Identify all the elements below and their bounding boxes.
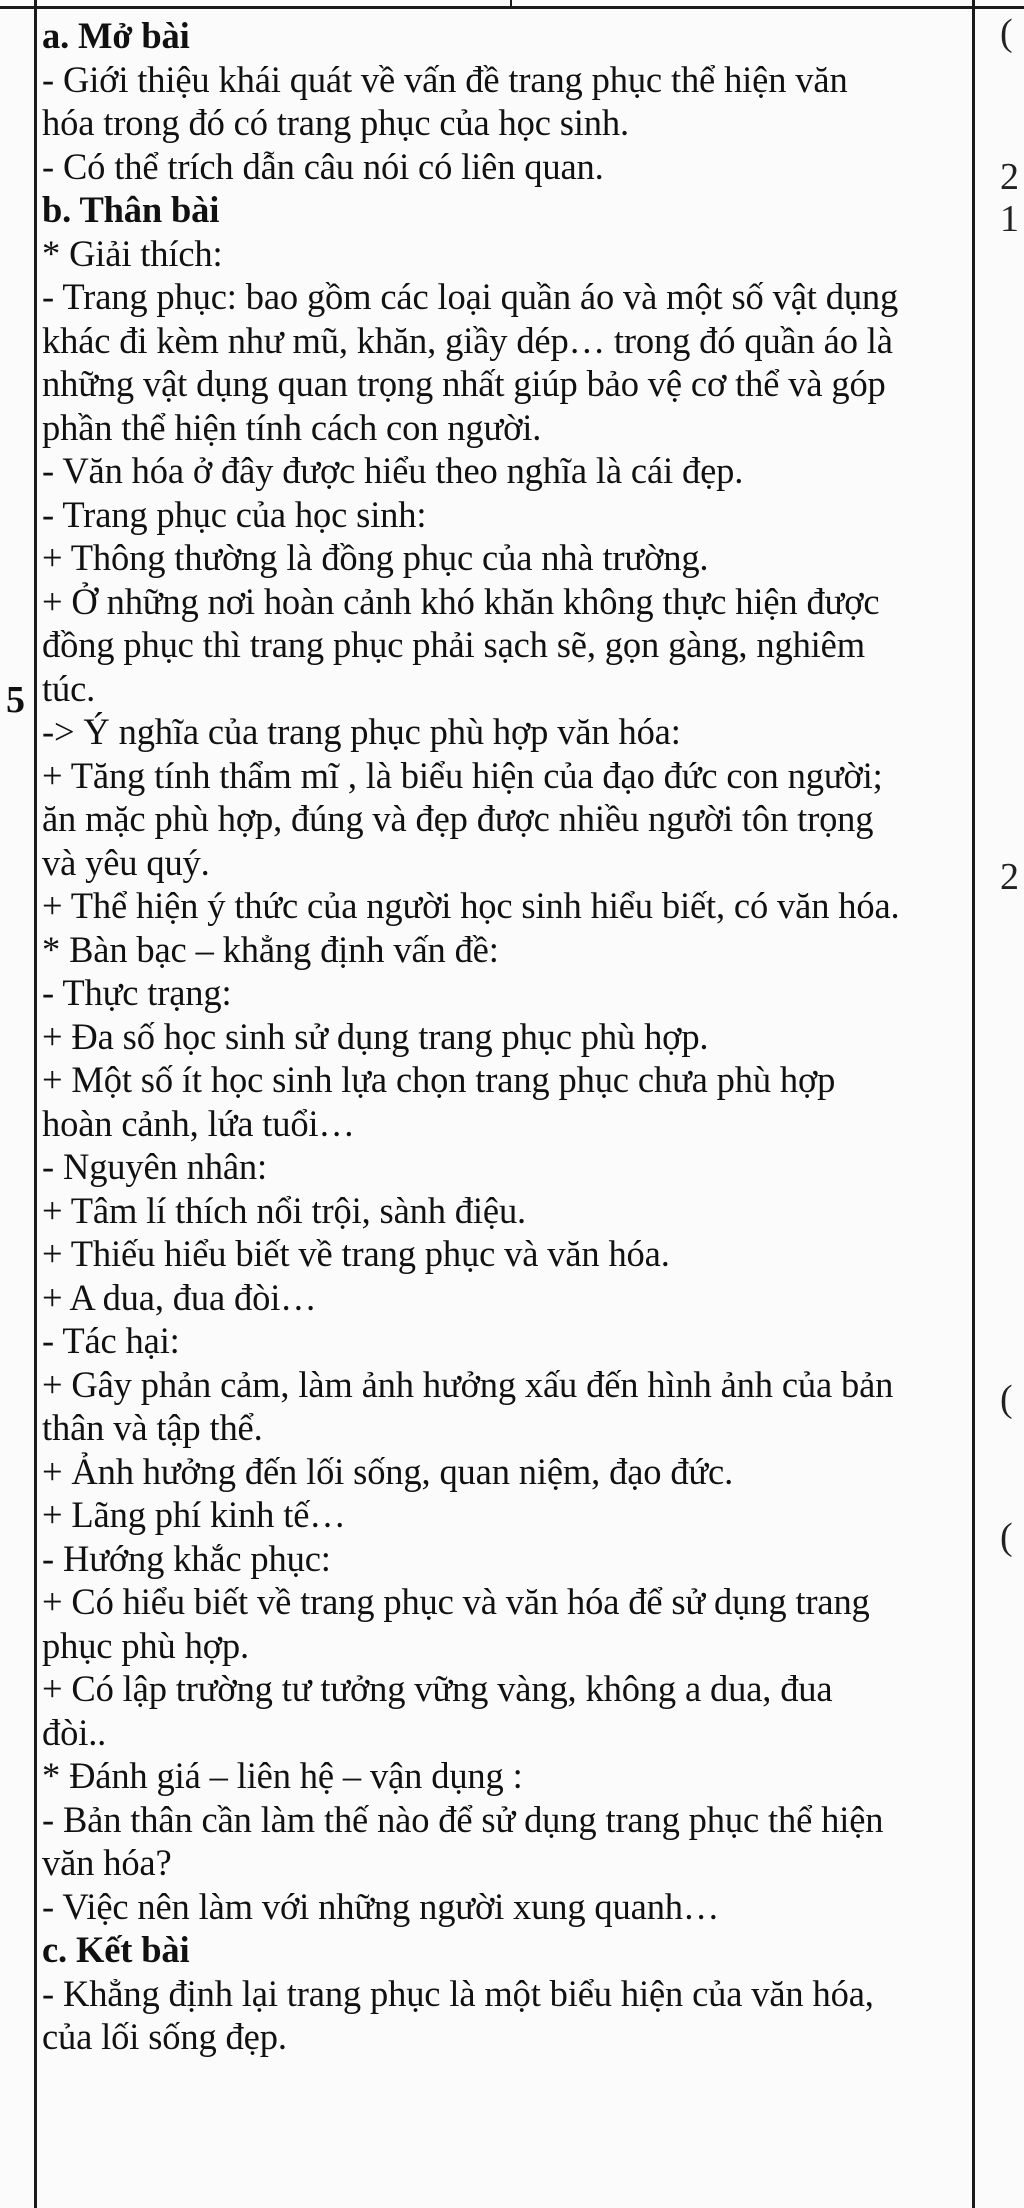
text-line: -> Ý nghĩa của trang phục phù hợp văn hóa: [42, 711, 681, 752]
right-column-mark: ( [1000, 1378, 1013, 1420]
score-cell: 5 [6, 679, 25, 721]
text-line: + Tăng tính thẩm mĩ , là biểu hiện của đạo đức con người; [42, 754, 883, 796]
text-line: - Khẳng định lại trang phục là một biểu hiện của văn hóa, [42, 1972, 874, 2014]
right-column-mark: ( [1000, 1516, 1013, 1558]
table-right-column-border [972, 0, 975, 2208]
section-heading: a. Mở bài [42, 15, 190, 56]
text-line: và yêu quý. [42, 841, 210, 883]
text-line: khác đi kèm như mũ, khăn, giầy dép… trong đó quần áo là [42, 319, 893, 361]
text-line: hóa trong đó có trang phục của học sinh. [42, 102, 629, 143]
text-line: - Hướng khắc phục: [42, 1537, 331, 1579]
text-line: - Thực trạng: [42, 972, 232, 1013]
text-line: - Tác hại: [42, 1320, 180, 1361]
text-line: * Đánh giá – liên hệ – vận dụng : [42, 1755, 523, 1796]
text-line: + Ảnh hưởng đến lối sống, quan niệm, đạo đức. [42, 1450, 734, 1492]
text-line: + Tâm lí thích nổi trội, sành điệu. [42, 1189, 527, 1231]
text-line: - Việc nên làm với những người xung quanh… [42, 1885, 720, 1927]
section-heading: c. Kết bài [42, 1929, 190, 1970]
text-line: những vật dụng quan trọng nhất giúp bảo vệ cơ thể và góp [42, 363, 886, 404]
text-line: của lối sống đẹp. [42, 2016, 287, 2057]
right-column-mark: 2 [1000, 856, 1019, 898]
right-column-mark: 1 [1000, 198, 1019, 240]
text-line: văn hóa? [42, 1842, 172, 1883]
text-line: + Có lập trường tư tưởng vững vàng, không a dua, đua [42, 1668, 833, 1709]
text-line: đòi.. [42, 1711, 107, 1753]
text-line: - Bản thân cần làm thế nào để sử dụng trang phục thể hiện [42, 1798, 884, 1840]
text-line: + Thiếu hiểu biết về trang phục và văn hóa. [42, 1233, 670, 1274]
text-line: + Thể hiện ý thức của người học sinh hiểu biết, có văn hóa. [42, 885, 900, 926]
text-line: túc. [42, 667, 96, 709]
table-top-tick [510, 0, 512, 8]
text-line: + Lãng phí kinh tế… [42, 1494, 346, 1535]
text-line: hoàn cảnh, lứa tuổi… [42, 1102, 355, 1144]
text-line: + Gây phản cảm, làm ảnh hưởng xấu đến hình ảnh của bản [42, 1363, 894, 1405]
text-line: đồng phục thì trang phục phải sạch sẽ, gọn gàng, nghiêm [42, 624, 865, 665]
text-line: - Văn hóa ở đây được hiểu theo nghĩa là cái đẹp. [42, 450, 744, 491]
text-line: - Trang phục: bao gồm các loại quần áo và một số vật dụng [42, 276, 899, 317]
right-column-mark: 2 [1000, 156, 1019, 198]
text-line: phần thể hiện tính cách con người. [42, 406, 542, 448]
right-column-mark: ( [1000, 12, 1013, 54]
text-line: + Có hiểu biết về trang phục và văn hóa để sử dụng trang [42, 1581, 870, 1622]
text-line: - Có thể trích dẫn câu nói có liên quan. [42, 145, 604, 187]
section-heading: b. Thân bài [42, 189, 220, 230]
text-line: * Bàn bạc – khẳng định vấn đề: [42, 928, 499, 970]
text-line: ăn mặc phù hợp, đúng và đẹp được nhiều người tôn trọng [42, 798, 874, 839]
text-line: phục phù hợp. [42, 1624, 249, 1666]
text-line: + Ở những nơi hoàn cảnh khó khăn không thực hiện được [42, 580, 880, 622]
text-line: + A dua, đua đòi… [42, 1276, 317, 1318]
text-line: - Trang phục của học sinh: [42, 493, 427, 535]
table-left-column-border [34, 0, 37, 2208]
table-top-border [0, 6, 1024, 9]
text-line: + Một số ít học sinh lựa chọn trang phục chưa phù hợp [42, 1059, 836, 1100]
text-line: - Nguyên nhân: [42, 1146, 267, 1187]
text-line: * Giải thích: [42, 232, 223, 274]
text-line: thân và tập thể. [42, 1407, 263, 1448]
answer-outline-text [42, 14, 967, 2059]
text-line: + Thông thường là đồng phục của nhà trường. [42, 537, 709, 578]
text-line: + Đa số học sinh sử dụng trang phục phù hợp. [42, 1015, 709, 1057]
text-line: - Giới thiệu khái quát về vấn đề trang phục thể hiện văn [42, 58, 848, 100]
